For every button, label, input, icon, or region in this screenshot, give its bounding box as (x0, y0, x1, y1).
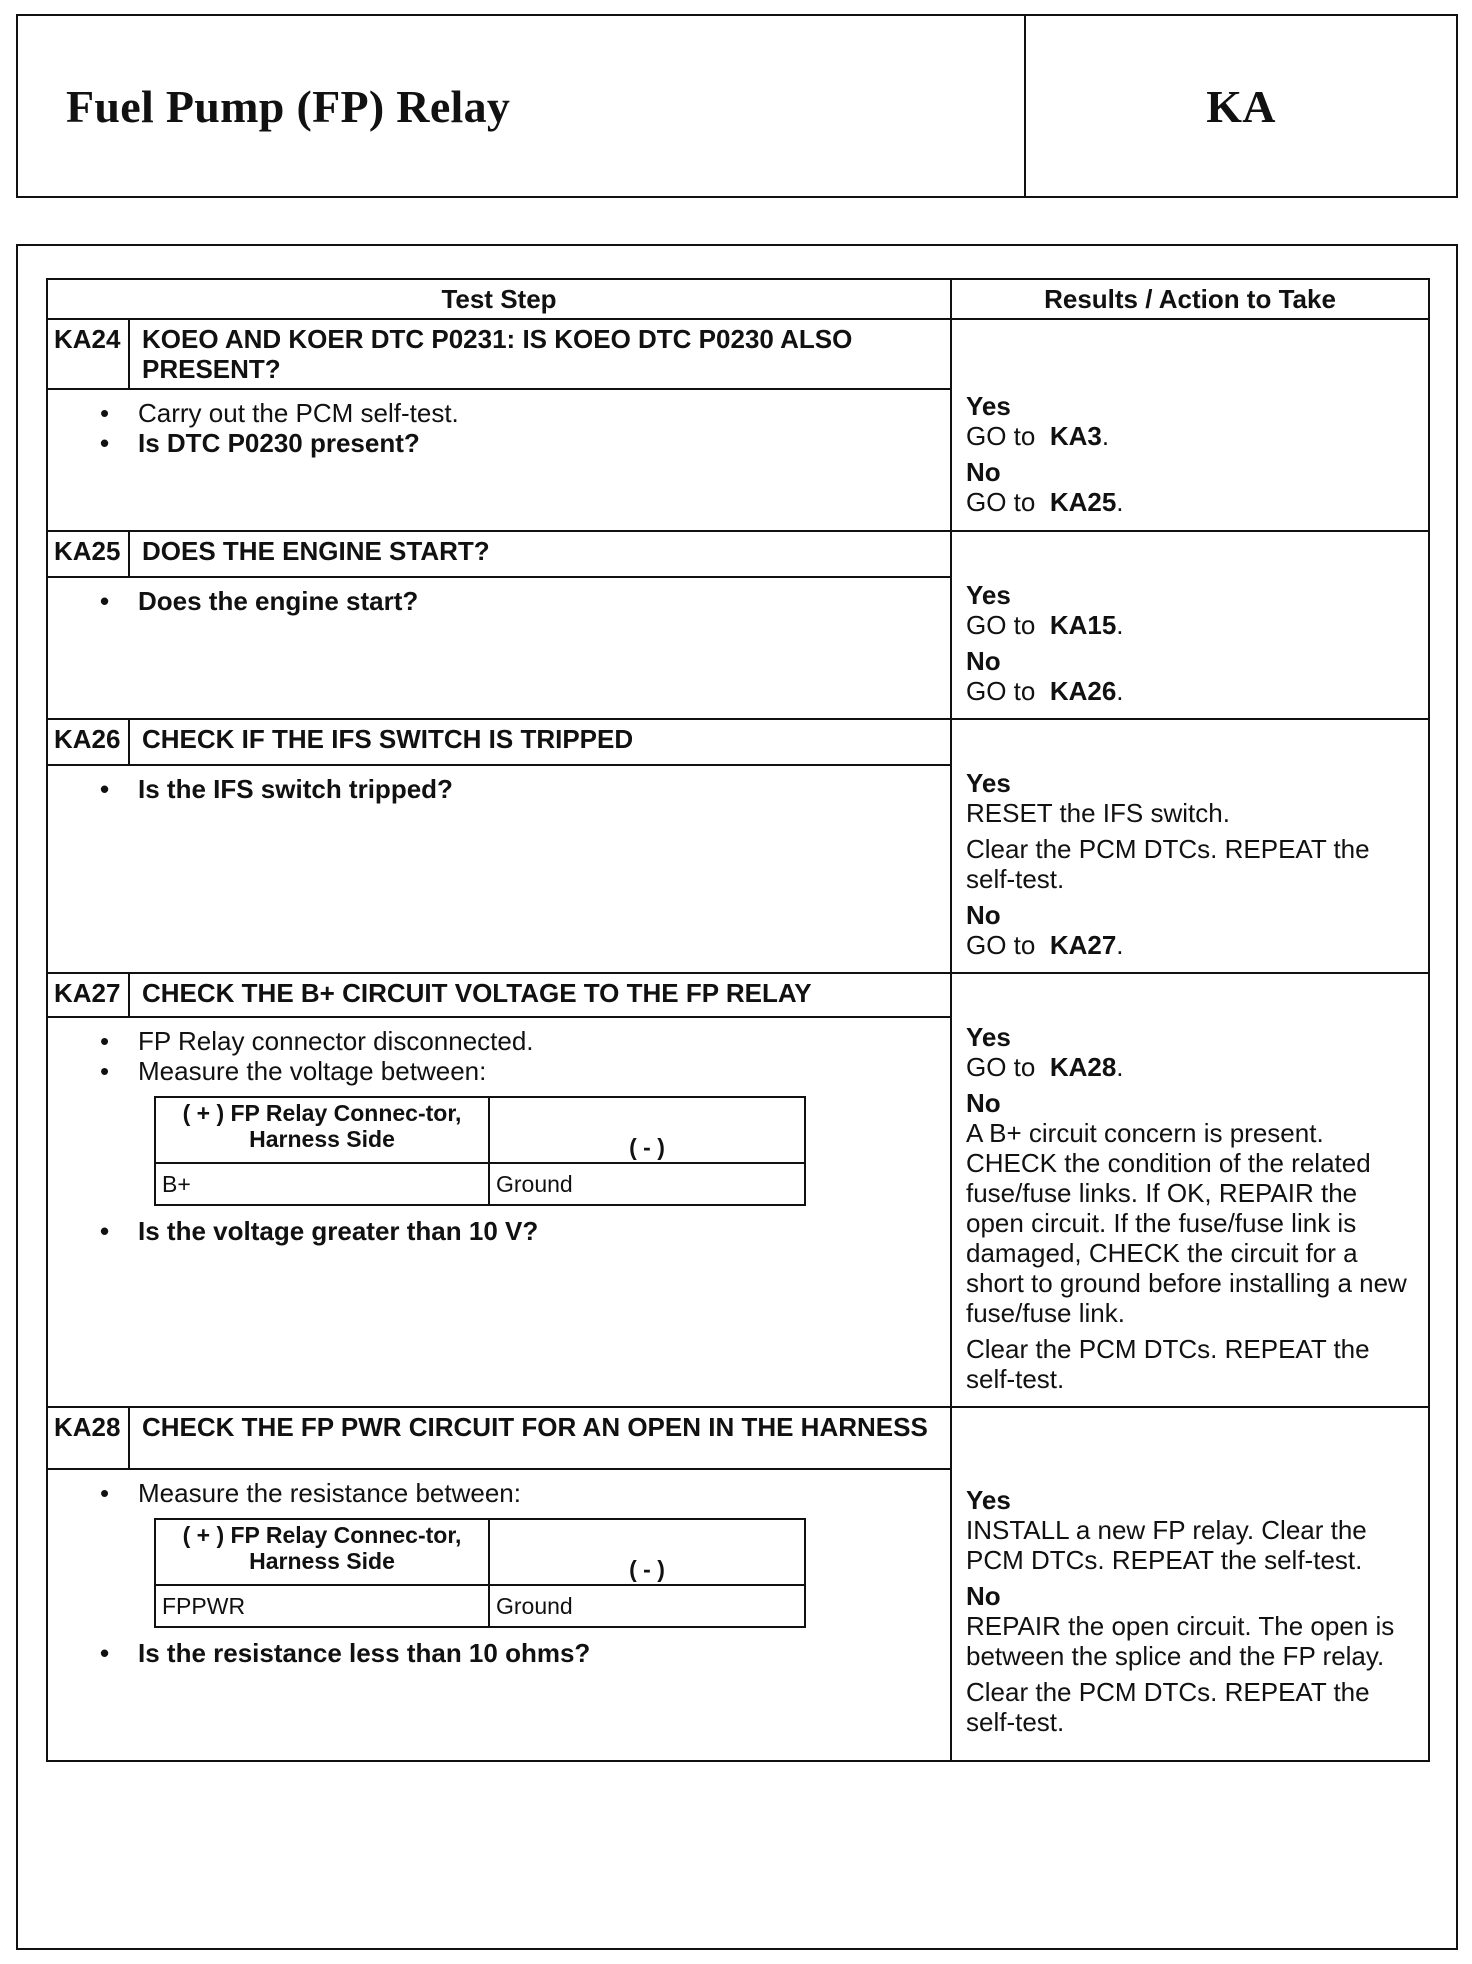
no-label: No (966, 900, 1001, 930)
step-heading-row (47, 973, 1429, 1017)
no-action: GO to KA26. (966, 676, 1124, 706)
bullet-list (48, 1478, 950, 1508)
bullet-question: • Is the resistance less than 10 ohms? (138, 1638, 950, 1668)
yes-label: Yes (966, 768, 1011, 798)
no-label: No (966, 646, 1001, 676)
meas-positive: FPPWR (155, 1585, 489, 1627)
yes-action: INSTALL a new FP relay. Clear the PCM DTCs. REPEAT the self-test. (966, 1515, 1367, 1575)
meas-negative: Ground (489, 1585, 805, 1627)
goto-ref[interactable]: KA3 (1049, 421, 1102, 451)
meas-header-positive: ( + ) FP Relay Connec-tor, Harness Side (155, 1519, 489, 1585)
table-header-row (47, 279, 1429, 319)
step-id: KA24 (47, 319, 129, 389)
goto-text: GO to (966, 676, 1036, 706)
bullet-question: • Is the voltage greater than 10 V? (138, 1216, 950, 1246)
yes-action-2: Clear the PCM DTCs. REPEAT the self-test. (966, 834, 1370, 894)
step-result (951, 719, 1429, 973)
col-header-test-step: Test Step (47, 279, 951, 319)
goto-ref[interactable]: KA25 (1049, 487, 1117, 517)
title-cell (18, 16, 1026, 196)
bullet-item: • Carry out the PCM self-test. (138, 398, 950, 428)
step-id: KA26 (47, 719, 129, 765)
goto-text: GO to (966, 421, 1036, 451)
step-body (47, 1017, 951, 1407)
yes-label: Yes (966, 580, 1011, 610)
bullet-list (48, 1638, 950, 1668)
no-action-2: Clear the PCM DTCs. REPEAT the self-test. (966, 1677, 1370, 1737)
measurement-table (154, 1518, 806, 1628)
goto-text: GO to (966, 487, 1036, 517)
step-heading: KOEO AND KOER DTC P0231: IS KOEO DTC P0230 ALSO PRESENT? (129, 319, 951, 389)
bullet-list (48, 774, 950, 804)
step-body (47, 1469, 951, 1761)
page-title: Fuel Pump (FP) Relay (66, 80, 511, 132)
goto-ref[interactable]: KA15 (1049, 610, 1117, 640)
step-body (47, 389, 951, 531)
goto-ref[interactable]: KA26 (1049, 676, 1117, 706)
no-label: No (966, 1581, 1001, 1611)
meas-header-negative: ( - ) (489, 1519, 805, 1585)
step-result (951, 973, 1429, 1407)
step-id: KA25 (47, 531, 129, 577)
yes-label: Yes (966, 1485, 1011, 1515)
no-label: No (966, 1088, 1001, 1118)
goto-ref[interactable]: KA27 (1049, 930, 1117, 960)
goto-ref[interactable]: KA28 (1049, 1052, 1117, 1082)
step-heading: CHECK THE B+ CIRCUIT VOLTAGE TO THE FP RELAY (129, 973, 951, 1017)
step-heading-row (47, 719, 1429, 765)
step-heading-row (47, 319, 1429, 389)
no-action: GO to KA27. (966, 930, 1124, 960)
meas-positive: B+ (155, 1163, 489, 1205)
yes-label: Yes (966, 1022, 1011, 1052)
no-action: REPAIR the open circuit. The open is between the splice and the FP relay. (966, 1611, 1395, 1671)
code-cell (1026, 16, 1456, 196)
meas-header-positive: ( + ) FP Relay Connec-tor, Harness Side (155, 1097, 489, 1163)
meas-header-negative: ( - ) (489, 1097, 805, 1163)
test-step-table (46, 278, 1430, 1762)
no-label: No (966, 457, 1001, 487)
goto-text: GO to (966, 1052, 1036, 1082)
step-heading-row (47, 531, 1429, 577)
goto-text: GO to (966, 930, 1036, 960)
bullet-question: • Does the engine start? (138, 586, 950, 616)
bullet-list (48, 586, 950, 616)
bullet-list (48, 398, 950, 458)
yes-action: GO to KA15. (966, 610, 1124, 640)
bullet-item: • FP Relay connector disconnected. (138, 1026, 950, 1056)
no-action-2: Clear the PCM DTCs. REPEAT the self-test. (966, 1334, 1370, 1394)
bullet-item: • Measure the resistance between: (138, 1478, 950, 1508)
measurement-table (154, 1096, 806, 1206)
step-body (47, 765, 951, 973)
col-header-results: Results / Action to Take (951, 279, 1429, 319)
step-heading: CHECK IF THE IFS SWITCH IS TRIPPED (129, 719, 951, 765)
bullet-list (48, 1216, 950, 1246)
no-action: A B+ circuit concern is present. CHECK the condition of the related fuse/fuse links. If OK, REPAIR the open circuit. If the fuse/fuse link is damaged, CHECK the circuit for a short to ground before installing a new fuse/fuse link. (966, 1118, 1407, 1328)
meas-negative: Ground (489, 1163, 805, 1205)
bullet-item: • Measure the voltage between: (138, 1056, 950, 1086)
step-id: KA28 (47, 1407, 129, 1469)
step-heading: DOES THE ENGINE START? (129, 531, 951, 577)
step-id: KA27 (47, 973, 129, 1017)
no-action: GO to KA25. (966, 487, 1124, 517)
goto-text: GO to (966, 610, 1036, 640)
bullet-list (48, 1026, 950, 1086)
step-result (951, 1407, 1429, 1761)
yes-action: GO to KA28. (966, 1052, 1124, 1082)
step-body (47, 577, 951, 719)
step-heading-row (47, 1407, 1429, 1469)
step-result (951, 531, 1429, 719)
yes-label: Yes (966, 391, 1011, 421)
step-heading: CHECK THE FP PWR CIRCUIT FOR AN OPEN IN THE HARNESS (129, 1407, 951, 1469)
page-header (16, 14, 1458, 198)
yes-action: GO to KA3. (966, 421, 1110, 451)
bullet-question: • Is the IFS switch tripped? (138, 774, 950, 804)
section-code: KA (1206, 80, 1276, 132)
yes-action: RESET the IFS switch. (966, 798, 1230, 828)
step-result (951, 319, 1429, 531)
bullet-question: • Is DTC P0230 present? (138, 428, 950, 458)
